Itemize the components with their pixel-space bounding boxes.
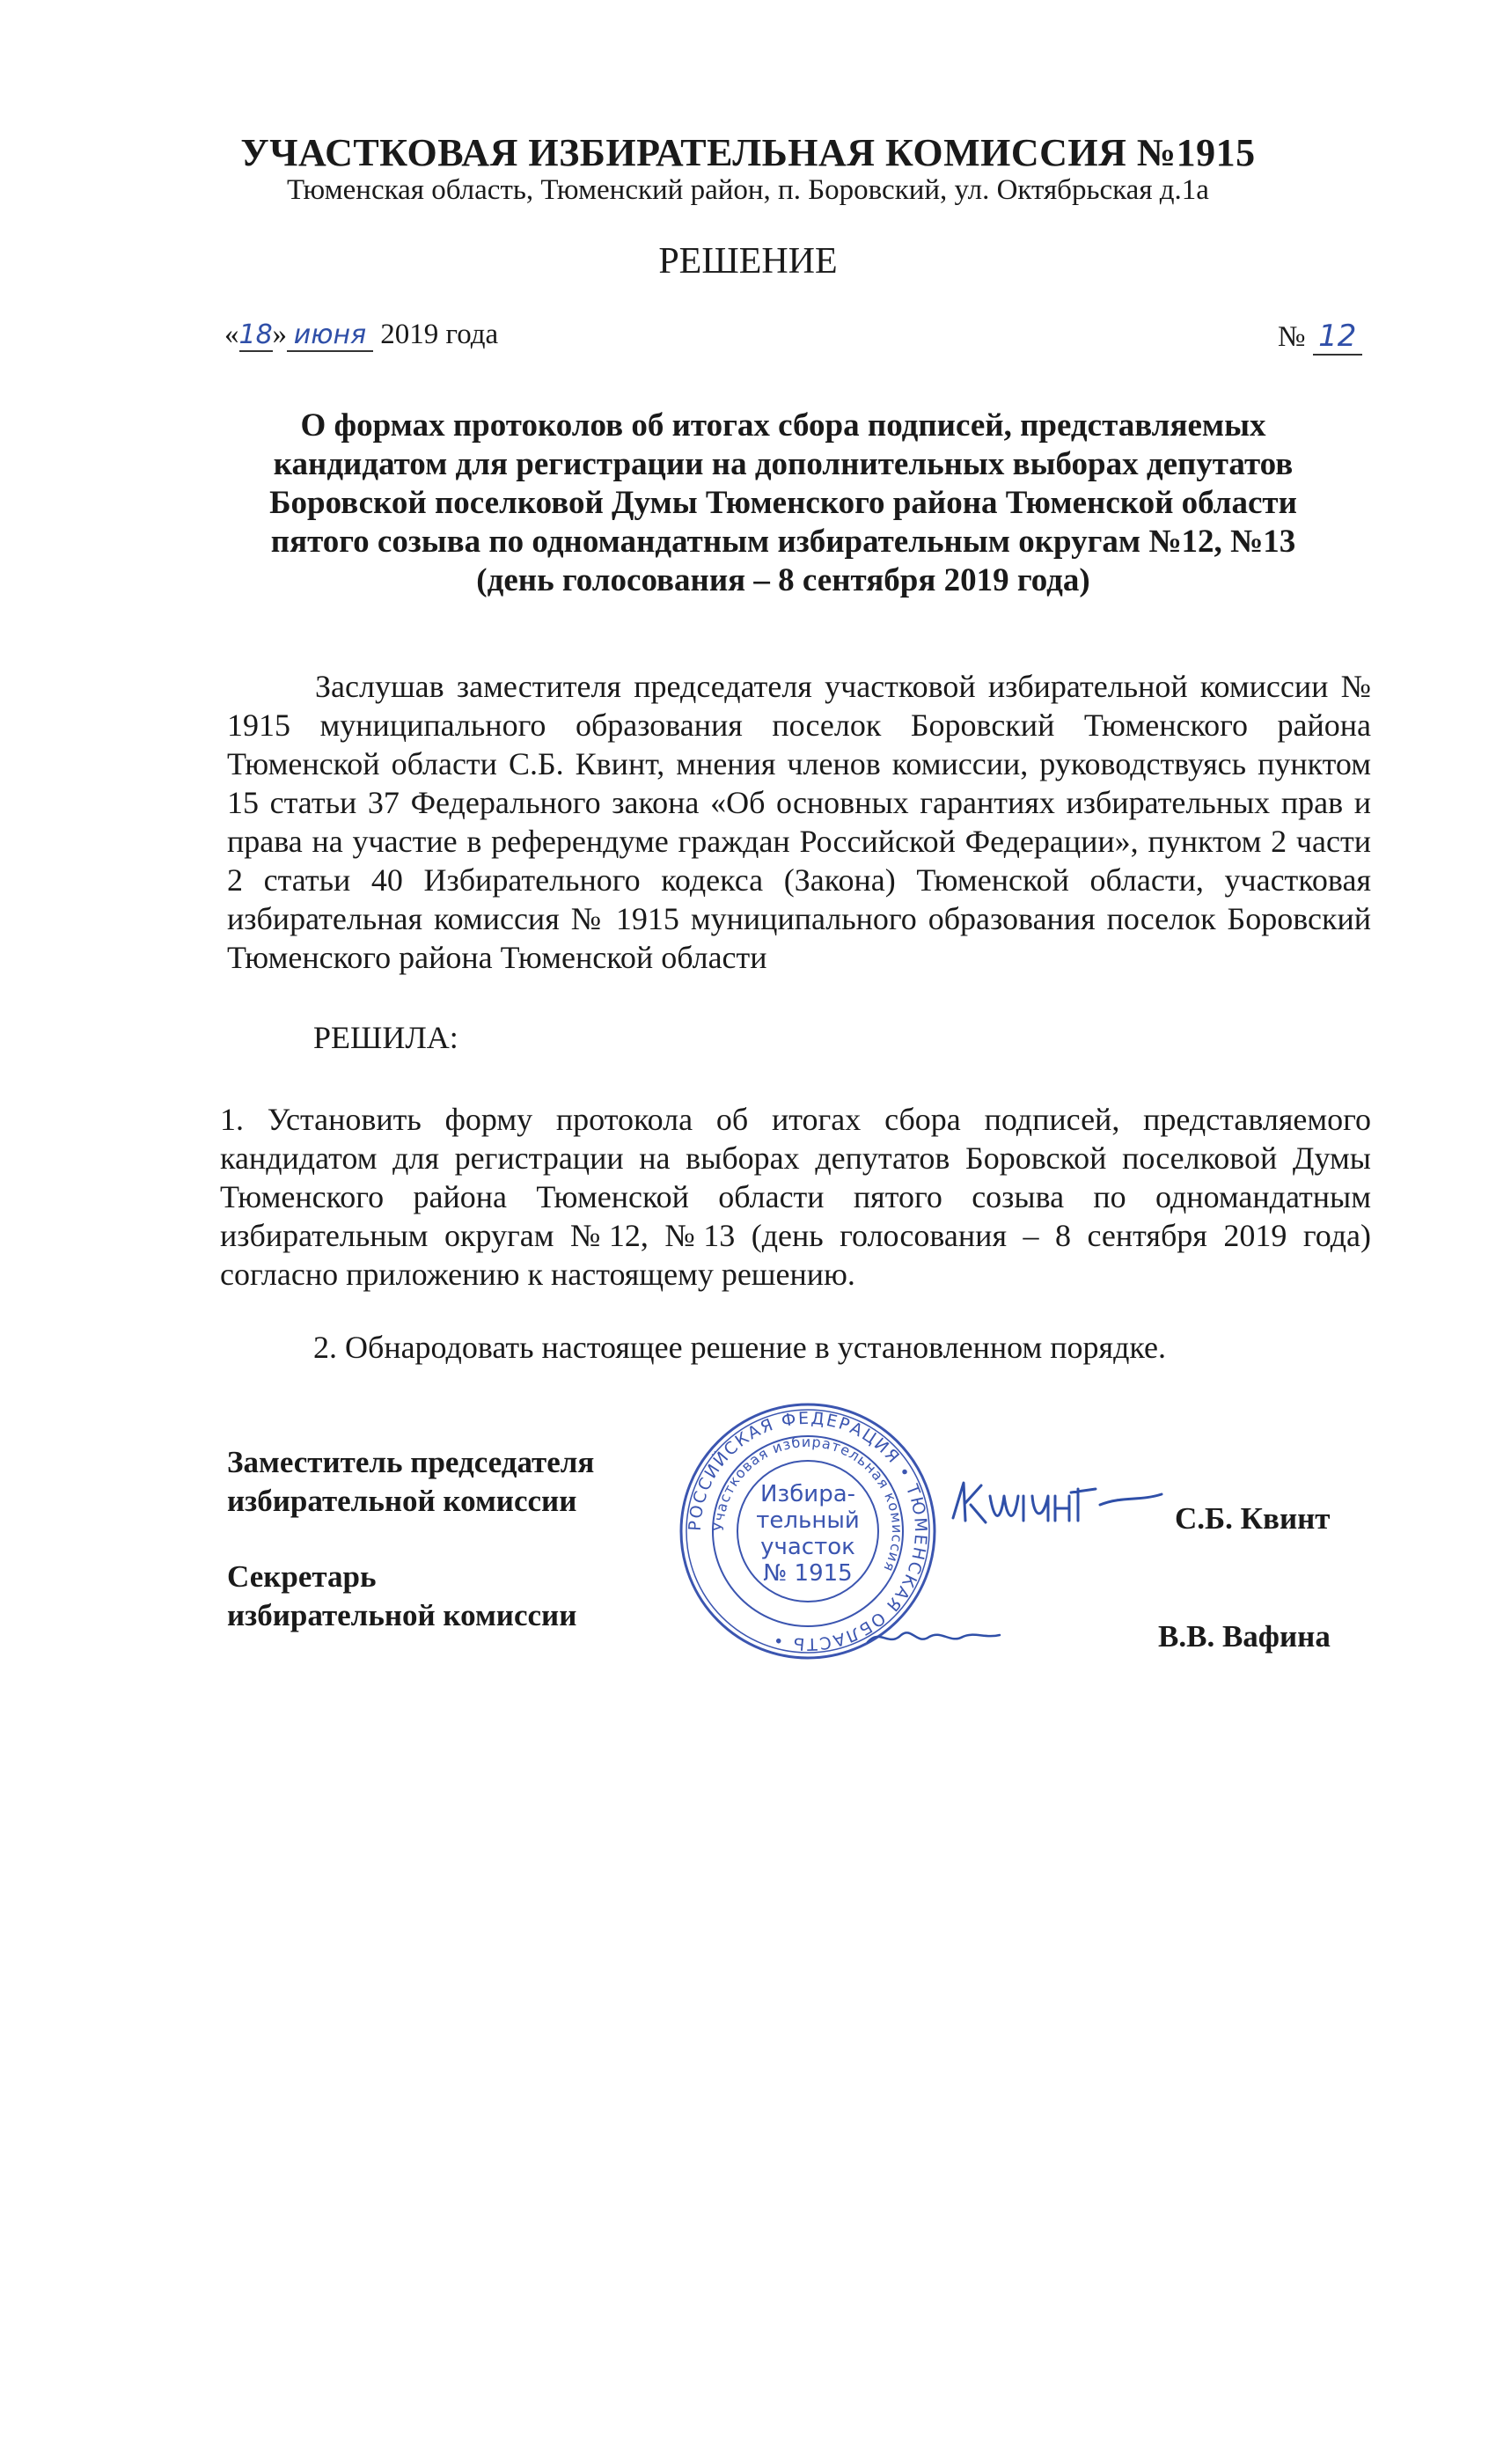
seal-outer-text: РОССИЙСКАЯ ФЕДЕРАЦИЯ • ТЮМЕНСКАЯ ОБЛАСТЬ • — [685, 1408, 931, 1654]
heading-line: (день голосования – 8 сентября 2019 года) — [476, 562, 1090, 598]
number-value: 12 — [1313, 319, 1362, 356]
secretary-title — [227, 1558, 576, 1635]
seal-center-line: участок — [760, 1534, 855, 1560]
preamble-paragraph: Заслушав заместителя председателя участковой избирательной комиссии № 1915 муниципального образования поселок Боровский Тюменского района Тюменской области С.Б. Квинт, мнения членов комиссии, руководствуясь пунктом 15 статьи 37 Федерального закона «Об основных гарантиях избирательных прав и права на участие в референдуме граждан Российской Федерации», пунктом 2 части 2 статьи 40 Избирательного кодекса (Закона) Тюменской области, участковая избирательная комиссия № 1915 муниципального образования поселок Боровский Тюменского района Тюменской области — [227, 669, 1371, 975]
date-year: 2019 года — [380, 319, 499, 350]
seal-inner-text: Участковая избирательная комиссия — [709, 1433, 906, 1575]
decision-heading — [211, 407, 1355, 600]
secretary-title-line: Секретарь — [227, 1559, 377, 1594]
number-label: № — [1278, 321, 1306, 353]
deputy-title-line: Заместитель председателя — [227, 1445, 595, 1479]
document-type: РЕШЕНИЕ — [658, 241, 838, 282]
heading-line: Боровской поселковой Думы Тюменского района Тюменской области — [269, 485, 1297, 521]
commission-title: УЧАСТКОВАЯ ИЗБИРАТЕЛЬНАЯ КОМИССИЯ №1915 — [240, 131, 1256, 174]
secretary-title-line: избирательной комиссии — [227, 1598, 577, 1632]
date-day: 18 — [238, 319, 273, 350]
secretary-name: В.В. Вафина — [1158, 1619, 1331, 1654]
decision-number — [1278, 319, 1362, 356]
deputy-signature — [946, 1470, 1166, 1540]
deputy-chair-title — [227, 1443, 594, 1521]
date-close-quote: » — [272, 319, 287, 350]
commission-address: Тюменская область, Тюменский район, п. Боровский, ул. Октябрьская д.1а — [287, 174, 1209, 206]
heading-line: О формах протоколов об итогах сбора подписей, представляемых — [300, 407, 1266, 444]
seal-center-line: Избира- — [759, 1481, 856, 1507]
decision-date — [224, 319, 498, 352]
date-month: июня — [287, 319, 373, 352]
resolution-item-1: 1. Установить форму протокола об итогах сбора подписей, представляемого кандидатом для регистрации на выборах депутатов Боровской поселковой Думы Тюменского района Тюменской области пятого созыва по одномандатным избирательным округам №12, №13 (день голосования – 8 сентября 2019 года) согласно приложению к настоящему решению. — [220, 1102, 1371, 1292]
decided-label: РЕШИЛА: — [313, 1020, 458, 1055]
seal-center-line: № 1915 — [763, 1560, 853, 1587]
secretary-signature — [862, 1617, 1003, 1653]
heading-line: кандидатом для регистрации на дополнительных выборах депутатов — [273, 446, 1294, 482]
seal-center-line: тельный — [756, 1507, 860, 1534]
heading-line: пятого созыва по одномандатным избирательным округам №12, №13 — [270, 524, 1296, 560]
deputy-title-line: избирательной комиссии — [227, 1484, 577, 1518]
date-open-quote: « — [224, 319, 239, 350]
resolution-item-2: 2. Обнародовать настоящее решение в установленном порядке. — [313, 1330, 1166, 1365]
deputy-chair-name: С.Б. Квинт — [1175, 1501, 1331, 1536]
